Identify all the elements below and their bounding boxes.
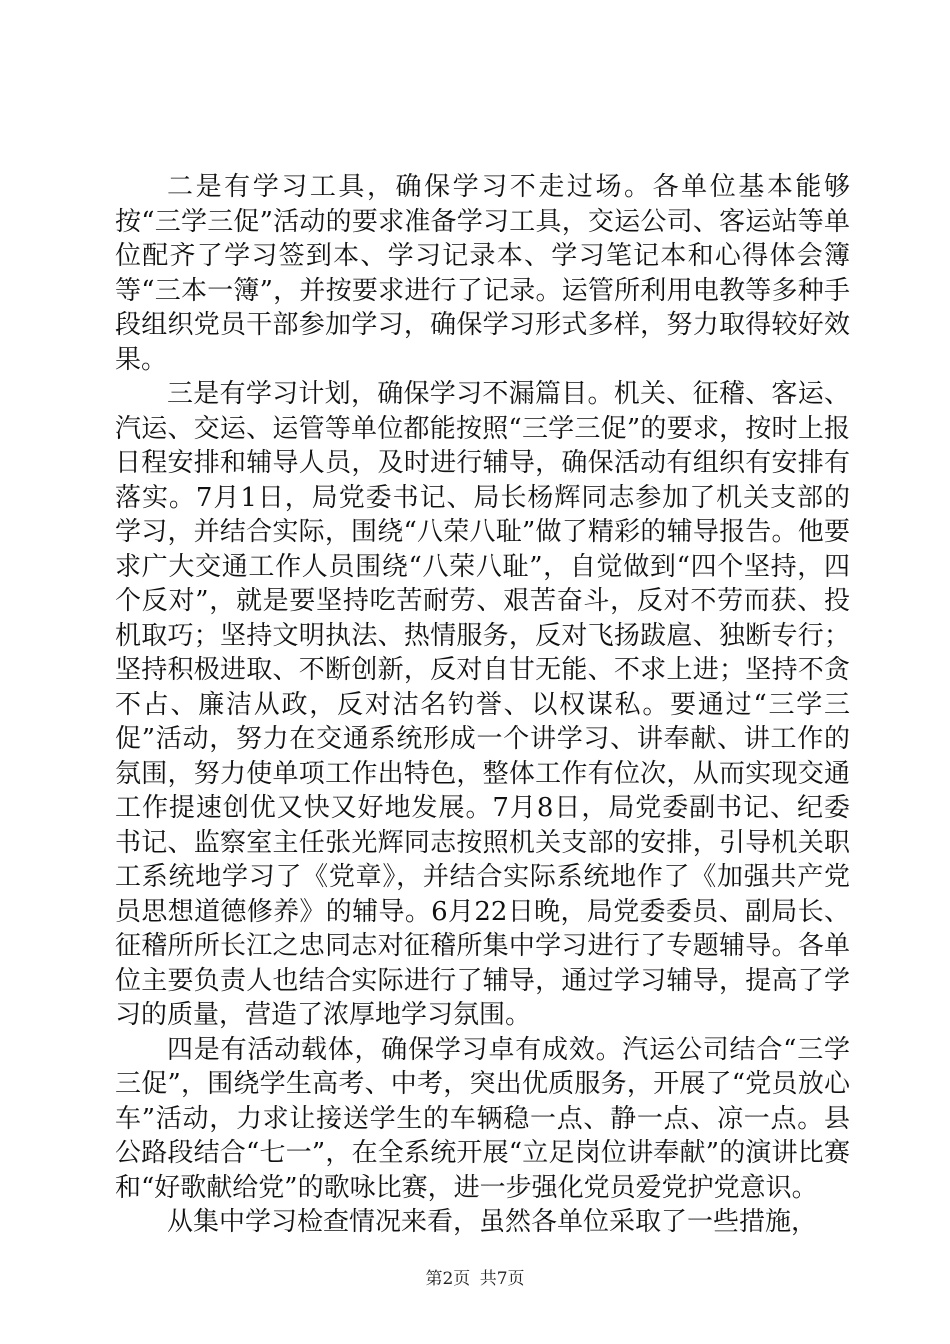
document-body	[115, 170, 850, 1240]
page-total: 共7页	[479, 1269, 525, 1289]
paragraph-study-plan: 三是有学习计划，确保学习不漏篇目。机关、征稽、客运、汽运、交运、运管等单位都能按照“三学三促”的要求，按时上报日程安排和辅导人员，及时进行辅导，确保活动有组织有安排有落实。7月1日，局党委书记、局长杨辉同志参加了机关支部的学习，并结合实际，围绕“八荣八耻”做了精彩的辅导报告。他要求广大交通工作人员围绕“八荣八耻”，自觉做到“四个坚持，四个反对”，就是要坚持吃苦耐劳、艰苦奋斗，反对不劳而获、投机取巧；坚持文明执法、热情服务，反对飞扬跋扈、独断专行；坚持积极进取、不断创新，反对自甘无能、不求上进；坚持不贪不占、廉洁从政，反对沽名钓誉、以权谋私。要通过“三学三促”活动，努力在交通系统形成一个讲学习、讲奉献、讲工作的氛围，努力使单项工作出特色，整体工作有位次，从而实现交通工作提速创优又快又好地发展。7月8日，局党委副书记、纪委书记、监察室主任张光辉同志按照机关支部的安排，引导机关职工系统地学习了《党章》，并结合实际系统地作了《加强共产党员思想道德修养》的辅导。6月22日晚，局党委委员、副局长、征稽所所长江之忠同志对征稽所集中学习进行了专题辅导。各单位主要负责人也结合实际进行了辅导，通过学习辅导，提高了学习的质量，营造了浓厚地学习氛围。	[115, 379, 850, 1030]
paragraph-activity-carrier: 四是有活动载体，确保学习卓有成效。汽运公司结合“三学三促”，围绕学生高考、中考，突出优质服务，开展了“党员放心车”活动，力求让接送学生的车辆稳一点、静一点、凉一点。县公路段结合“七一”，在全系统开展“立足岗位讲奉献”的演讲比赛和“好歌献给党”的歌咏比赛，进一步强化党员爱党护党意识。	[115, 1034, 850, 1203]
page-number: 第2页	[425, 1269, 471, 1289]
paragraph-inspection: 从集中学习检查情况来看，虽然各单位采取了一些措施，	[167, 1207, 818, 1237]
page-footer	[0, 1269, 950, 1289]
paragraph-study-tools: 二是有学习工具，确保学习不走过场。各单位基本能够按“三学三促”活动的要求准备学习工具，交运公司、客运站等单位配齐了学习签到本、学习记录本、学习笔记本和心得体会簿等“三本一簿”，并按要求进行了记录。运管所利用电教等多种手段组织党员干部参加学习，确保学习形式多样，努力取得较好效果。	[115, 172, 850, 375]
